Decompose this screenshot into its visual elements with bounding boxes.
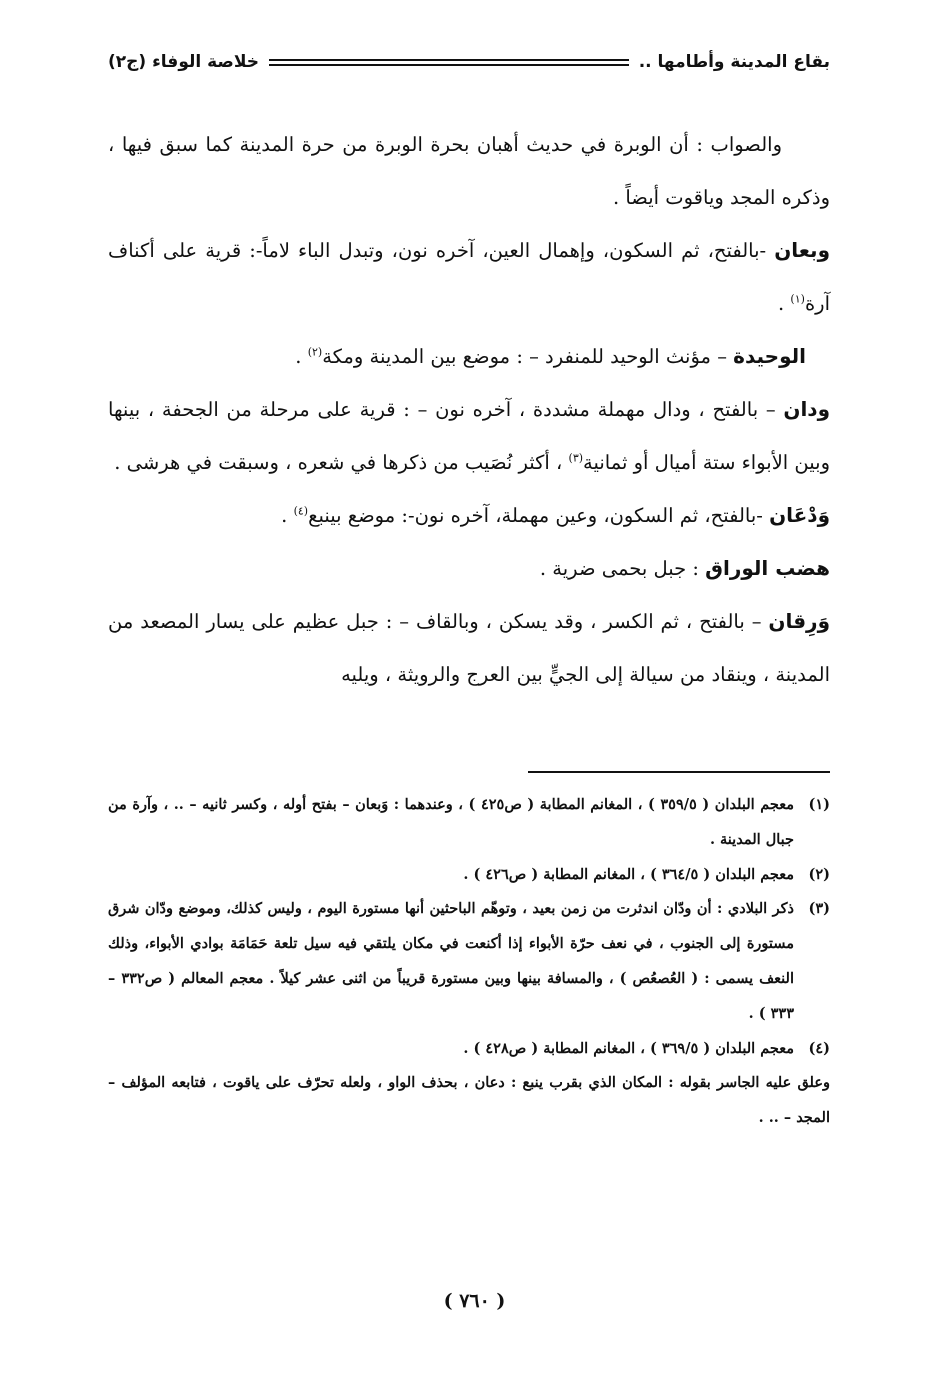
footnote-text: ذكر البلادي : أن ودّان اندثرت من زمن بعيد ، وتوهّم الباحثين أنها مستورة اليوم ، وليس كذلك، وموضع ودّان شرق مستورة إلى الجنوب ، في نعف حرّة الأبواء إذا أكنعت في مكان يلتقي فيه سيل تلعة حَمَامَة بوادي الأبواء، وذلك النعف يسمى : ( العُصعُص ) ، والمسافة بينها وبين مستورة قريباً من اثنى عشر كيلاً . معجم المعالم ( ص٣٣٢ – ٣٣٣ ) .: [108, 900, 794, 1022]
running-header: [108, 48, 830, 76]
entry-paragraph: [108, 542, 830, 595]
entry-headword: هضب الوراق: [705, 556, 830, 580]
entry-tail: .: [778, 292, 791, 315]
entry-text: -بالفتح، ثم السكون، وإهمال العين، آخره نون، وتبدل الباء لاماً-: قرية على أكناف آرة: [108, 239, 830, 315]
entry-tail: .: [281, 504, 294, 527]
main-text: [108, 118, 830, 701]
entry-paragraph: [108, 383, 830, 489]
footnote: [108, 788, 830, 858]
footnote-text: معجم البلدان ( ٣٦٩/٥ ) ، المغانم المطابة ( ص٤٢٨ ) .: [463, 1039, 794, 1057]
footnote-marker: (٤): [293, 504, 309, 518]
entry-text: – بالفتح ، ثم الكسر ، وقد يسكن ، وبالقاف – : جبل عظيم على يسار المصعد من المدينة ، وينقاد من سيالة إلى الجيٍّ بين العرج والرويثة ، ويليه: [108, 610, 830, 686]
entry-text: -بالفتح، ثم السكون، وعين مهملة، آخره نون-: موضع بينبع: [308, 504, 770, 527]
entry-headword: وبعان: [774, 238, 830, 262]
entry-text: – بالفتح ، ودال مهملة مشددة ، آخره نون – : قرية على مرحلة من الجحفة ، بينها وبين الأبواء ستة أميال أو ثمانية: [108, 398, 830, 474]
footnote-separator: [528, 771, 830, 773]
entry-tail: ، أكثر نُصَيب من ذكرها في شعره ، وسبقت في هرشى .: [114, 451, 569, 474]
footnote: [108, 1032, 830, 1067]
entry-paragraph: [108, 489, 830, 542]
footnote: [108, 892, 830, 1031]
entry-text: – مؤنث الوحيد للمنفرد – : موضع بين المدينة ومكة: [322, 345, 734, 368]
footnote-number: (٢): [808, 865, 830, 883]
entry-headword: وَرِقان: [768, 609, 830, 633]
footnote-marker: (١): [790, 292, 805, 306]
entry-headword: الوحيدة: [733, 344, 806, 368]
footnote-number: (٤): [808, 1039, 830, 1057]
footnotes: [108, 788, 830, 1136]
entry-headword: ودان: [783, 397, 830, 421]
entry-paragraph: [108, 330, 830, 383]
footnote-marker: (٢): [307, 345, 323, 359]
footnote-marker: (٣): [568, 451, 584, 465]
book-title: خلاصة الوفاء (ج٢): [108, 52, 260, 72]
paragraph: [108, 118, 830, 224]
header-double-rule: [269, 59, 629, 66]
entry-paragraph: [108, 224, 830, 330]
entry-text: : جبل بحمى ضرية .: [539, 557, 706, 580]
footnote-number: (١): [808, 796, 830, 813]
page-number: ( ٧٦٠ ): [443, 1290, 506, 1312]
footnote: [108, 858, 830, 893]
chapter-title: بقاع المدينة وأطامها ..: [638, 52, 830, 72]
entry-headword: وَدْعَان: [769, 503, 830, 527]
entry-paragraph: [108, 595, 830, 701]
footnote-number: (٣): [808, 900, 830, 918]
footnote-text: معجم البلدان ( ٣٥٩/٥ ) ، المغانم المطابة ( ص٤٢٥ ) ، وعندهما : وَبعان – بفتح أوله ، وكسر ثانيه – .. ، وآرة من جبال المدينة .: [108, 796, 794, 848]
entry-tail: .: [295, 345, 308, 368]
footnote-text: معجم البلدان ( ٣٦٤/٥ ) ، المغانم المطابة ( ص٤٢٦ ) .: [463, 865, 794, 883]
paragraph-text: والصواب : أن الوبرة في حديث أهبان بحرة الوبرة من حرة المدينة كما سبق فيها ، وذكره المجد وياقوت أيضاً .: [108, 133, 830, 209]
footnote-continuation: وعلق عليه الجاسر بقوله : المكان الذي بقرب ينبع : دعان ، بحذف الواو ، ولعله تحرّف على ياقوت ، فتابعه المؤلف – المجد – .. .: [108, 1074, 830, 1127]
